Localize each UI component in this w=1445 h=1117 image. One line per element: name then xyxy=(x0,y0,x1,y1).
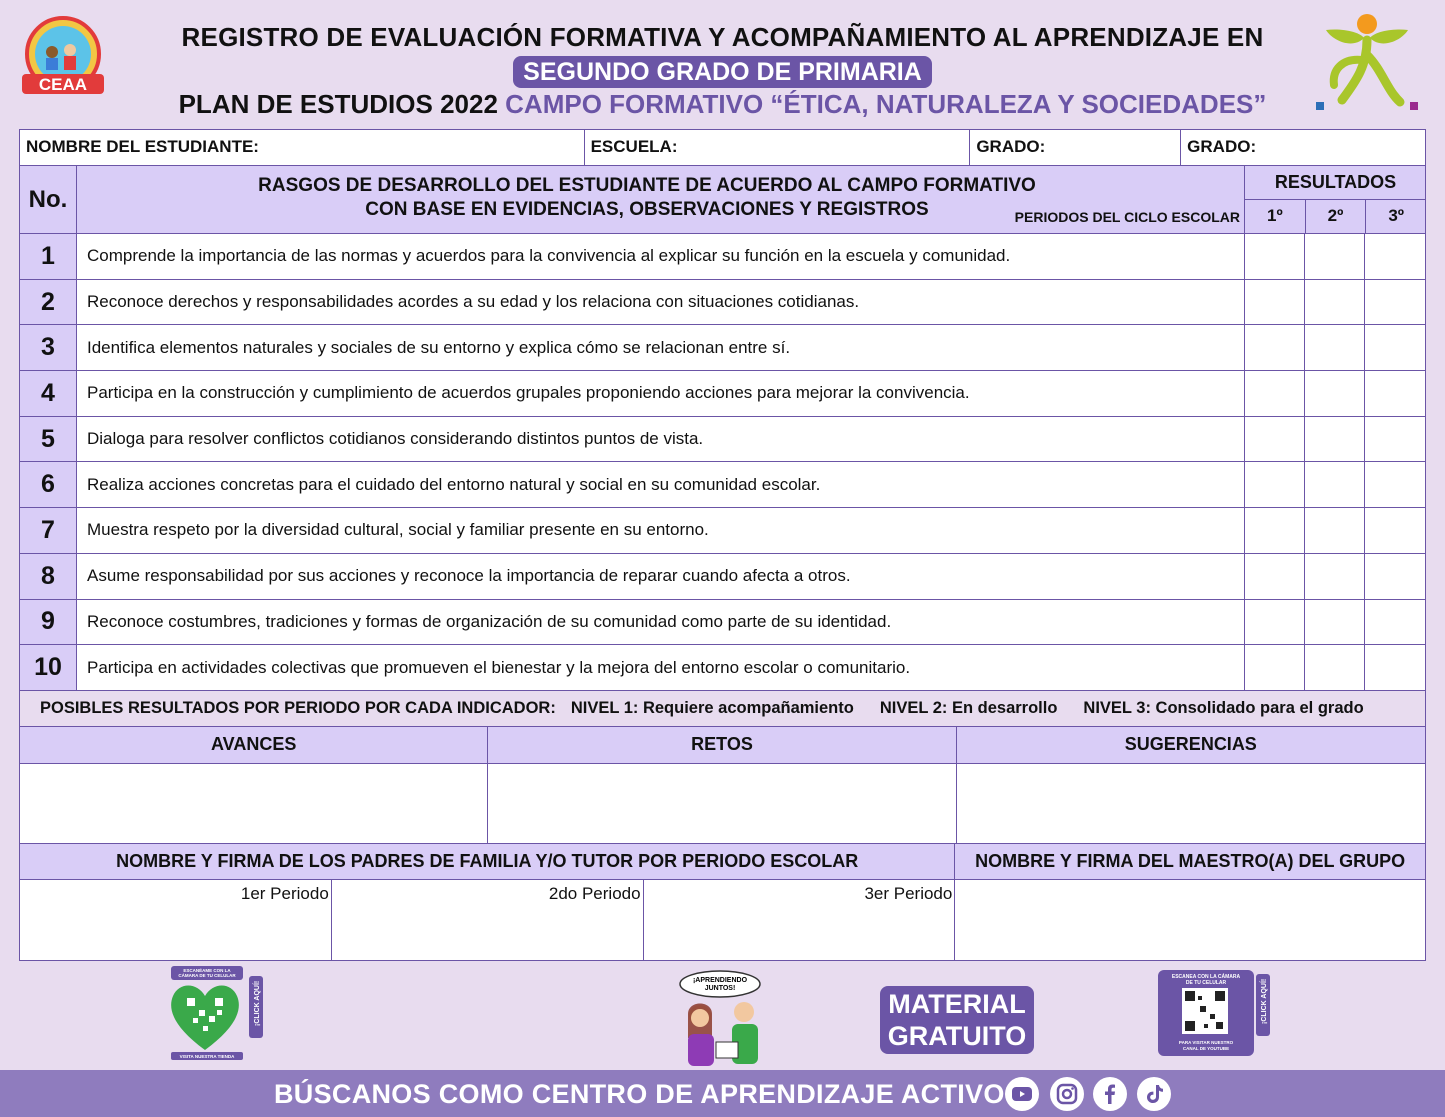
row-number: 8 xyxy=(20,554,77,599)
number-column-header: No. xyxy=(20,166,77,233)
table-row xyxy=(20,325,1425,371)
observations-header xyxy=(20,727,1425,764)
teacher-signature-field[interactable] xyxy=(955,880,1425,960)
result-cell-p1[interactable] xyxy=(1245,371,1305,416)
result-cell-p3[interactable] xyxy=(1365,645,1426,690)
facebook-icon[interactable] xyxy=(1093,1077,1127,1111)
rasgos-header-line-1: RASGOS DE DESARROLLO DEL ESTUDIANTE DE ACUERDO AL CAMPO FORMATIVO xyxy=(258,175,1036,196)
svg-text:CEAA: CEAA xyxy=(38,75,88,94)
row-number: 10 xyxy=(20,645,77,690)
signatures-header xyxy=(20,844,1425,880)
row-indicator: Muestra respeto por la diversidad cultural, social y familiar presente en su entorno. xyxy=(77,508,1245,553)
result-cell-p2[interactable] xyxy=(1305,508,1365,553)
result-cell-p3[interactable] xyxy=(1365,325,1426,370)
svg-text:ESCANEA CON LA CÁMARA: ESCANEA CON LA CÁMARA xyxy=(1171,974,1241,980)
row-indicator: Realiza acciones concretas para el cuidado del entorno natural y social en su comunidad escolar. xyxy=(77,462,1245,507)
rasgos-column-header xyxy=(77,166,1245,233)
result-cell-p3[interactable] xyxy=(1365,462,1426,507)
youtube-qr-card[interactable] xyxy=(1158,966,1268,1062)
rasgos-header-line-2: CON BASE EN EVIDENCIAS, OBSERVACIONES Y REGISTROS xyxy=(365,199,929,220)
table-row xyxy=(20,645,1425,691)
result-cell-p3[interactable] xyxy=(1365,417,1426,462)
row-number: 1 xyxy=(20,234,77,279)
row-number: 7 xyxy=(20,508,77,553)
svg-text:VISITA NUESTRA TIENDA: VISITA NUESTRA TIENDA xyxy=(179,1054,235,1059)
row-number: 5 xyxy=(20,417,77,462)
row-number: 4 xyxy=(20,371,77,416)
sugerencias-header: SUGERENCIAS xyxy=(1124,734,1257,754)
row-number: 3 xyxy=(20,325,77,370)
signature-period-2[interactable]: 2do Periodo xyxy=(332,880,644,960)
signature-period-1[interactable]: 1er Periodo xyxy=(20,880,332,960)
sugerencias-field[interactable] xyxy=(957,764,1425,843)
row-indicator: Reconoce costumbres, tradiciones y formas de organización de su comunidad como parte de su identidad. xyxy=(77,600,1245,645)
tiktok-icon[interactable] xyxy=(1137,1077,1171,1111)
resultados-title: RESULTADOS xyxy=(1245,166,1426,200)
table-row xyxy=(20,554,1425,600)
campo-label: CAMPO FORMATIVO “ÉTICA, NATURALEZA Y SOCIEDADES” xyxy=(505,89,1267,119)
table-row xyxy=(20,600,1425,646)
footer-text: BÚSCANOS COMO CENTRO DE APRENDIZAJE ACTIVO xyxy=(274,1079,1005,1109)
result-cell-p2[interactable] xyxy=(1305,280,1365,325)
retos-header: RETOS xyxy=(488,727,956,763)
student-name-field[interactable]: NOMBRE DEL ESTUDIANTE: xyxy=(20,130,585,165)
period-3-header: 3º xyxy=(1388,206,1405,225)
svg-text:ESCANÉAME CON LA: ESCANÉAME CON LA xyxy=(183,968,231,973)
result-cell-p2[interactable] xyxy=(1305,462,1365,507)
svg-text:CÁMARA DE TU CELULAR: CÁMARA DE TU CELULAR xyxy=(178,973,236,978)
svg-text:PARA VISITAR NUESTRO: PARA VISITAR NUESTRO xyxy=(1178,1040,1234,1045)
plan-label: PLAN DE ESTUDIOS 2022 xyxy=(178,89,498,119)
row-indicator: Reconoce derechos y responsabilidades acordes a su edad y los relaciona con situaciones cotidianas. xyxy=(77,280,1245,325)
row-indicator: Comprende la importancia de las normas y acuerdos para la convivencia al explicar su función en la escuela y comunidad. xyxy=(77,234,1245,279)
result-cell-p2[interactable] xyxy=(1305,234,1365,279)
level-3-label: NIVEL 3: Consolidado para el grado xyxy=(1083,699,1364,717)
store-qr-card[interactable] xyxy=(165,966,265,1062)
result-cell-p1[interactable] xyxy=(1245,645,1305,690)
kids-illustration xyxy=(672,968,776,1068)
signatures-body xyxy=(20,880,1425,960)
leaf-person-logo xyxy=(1312,10,1422,115)
avances-field[interactable] xyxy=(20,764,488,843)
header xyxy=(0,0,1445,122)
periodos-label: PERIODOS DEL CICLO ESCOLAR xyxy=(1014,209,1240,225)
levels-legend xyxy=(20,691,1425,727)
free-material-badge[interactable] xyxy=(880,986,1034,1054)
result-cell-p1[interactable] xyxy=(1245,462,1305,507)
observations-body xyxy=(20,764,1425,844)
result-cell-p3[interactable] xyxy=(1365,234,1426,279)
svg-text:¡CLICK AQUÍ!: ¡CLICK AQUÍ! xyxy=(254,980,261,1026)
svg-text:DE TU CELULAR: DE TU CELULAR xyxy=(1185,980,1227,986)
avances-header: AVANCES xyxy=(20,727,488,763)
indicator-rows xyxy=(20,234,1425,691)
student-info-row xyxy=(20,130,1425,166)
result-cell-p3[interactable] xyxy=(1365,508,1426,553)
result-cell-p1[interactable] xyxy=(1245,234,1305,279)
result-cell-p3[interactable] xyxy=(1365,554,1426,599)
result-cell-p2[interactable] xyxy=(1305,325,1365,370)
svg-text:¡APRENDIENDO: ¡APRENDIENDO xyxy=(692,977,748,984)
result-cell-p2[interactable] xyxy=(1305,417,1365,462)
result-cell-p3[interactable] xyxy=(1365,600,1426,645)
grade-field-2[interactable]: GRADO: xyxy=(1187,137,1257,156)
result-cell-p1[interactable] xyxy=(1245,417,1305,462)
row-indicator: Participa en la construcción y cumplimiento de acuerdos grupales proponiendo acciones para mejorar la convivencia. xyxy=(77,371,1245,416)
result-cell-p3[interactable] xyxy=(1365,280,1426,325)
row-number: 6 xyxy=(20,462,77,507)
period-1-header: 1º xyxy=(1245,200,1306,233)
teacher-signature-header: NOMBRE Y FIRMA DEL MAESTRO(A) DEL GRUPO xyxy=(975,851,1406,871)
svg-text:JUNTOS!: JUNTOS! xyxy=(704,985,736,992)
instagram-icon[interactable] xyxy=(1050,1077,1084,1111)
evaluation-sheet xyxy=(19,129,1426,961)
result-cell-p1[interactable] xyxy=(1245,280,1305,325)
table-row xyxy=(20,371,1425,417)
result-cell-p3[interactable] xyxy=(1365,371,1426,416)
table-row xyxy=(20,234,1425,280)
title-line-1: REGISTRO DE EVALUACIÓN FORMATIVA Y ACOMPAÑAMIENTO AL APRENDIZAJE EN xyxy=(181,22,1264,52)
youtube-icon[interactable] xyxy=(1005,1077,1039,1111)
result-cell-p1[interactable] xyxy=(1245,554,1305,599)
svg-text:¡CLICK AQUÍ!: ¡CLICK AQUÍ! xyxy=(1261,978,1268,1024)
footer-bar xyxy=(0,1070,1445,1117)
row-indicator: Dialoga para resolver conflictos cotidianos considerando distintos puntos de vista. xyxy=(77,417,1245,462)
signature-period-3[interactable]: 3er Periodo xyxy=(644,880,956,960)
school-field[interactable]: ESCUELA: xyxy=(585,130,971,165)
table-header xyxy=(20,166,1425,234)
table-row xyxy=(20,280,1425,326)
title-grade-badge: SEGUNDO GRADO DE PRIMARIA xyxy=(513,56,932,88)
row-indicator: Identifica elementos naturales y sociales de su entorno y explica cómo se relacionan entre sí. xyxy=(77,325,1245,370)
parents-signature-header: NOMBRE Y FIRMA DE LOS PADRES DE FAMILIA Y/O TUTOR POR PERIODO ESCOLAR xyxy=(20,844,955,879)
grade-field[interactable]: GRADO: xyxy=(970,130,1181,165)
resultados-header xyxy=(1245,166,1426,233)
material-line-2: GRATUITO xyxy=(887,1021,1027,1051)
table-row xyxy=(20,508,1425,554)
result-cell-p1[interactable] xyxy=(1245,325,1305,370)
result-cell-p2[interactable] xyxy=(1305,554,1365,599)
row-number: 2 xyxy=(20,280,77,325)
row-number: 9 xyxy=(20,600,77,645)
result-cell-p1[interactable] xyxy=(1245,508,1305,553)
table-row xyxy=(20,417,1425,463)
result-cell-p2[interactable] xyxy=(1305,600,1365,645)
row-indicator: Asume responsabilidad por sus acciones y reconoce la importancia de reparar cuando afecta a otros. xyxy=(77,554,1245,599)
retos-field[interactable] xyxy=(488,764,956,843)
svg-text:CANAL DE YOUTUBE: CANAL DE YOUTUBE xyxy=(1182,1046,1230,1051)
table-row xyxy=(20,462,1425,508)
result-cell-p2[interactable] xyxy=(1305,645,1365,690)
level-1-label: NIVEL 1: Requiere acompañamiento xyxy=(570,699,854,717)
period-2-header: 2º xyxy=(1306,200,1367,233)
material-line-1: MATERIAL xyxy=(888,989,1026,1019)
row-indicator: Participa en actividades colectivas que promueven el bienestar y la mejora del entorno escolar o comunitario. xyxy=(77,645,1245,690)
title-line-3 xyxy=(0,89,1445,120)
level-2-label: NIVEL 2: En desarrollo xyxy=(879,699,1058,717)
result-cell-p1[interactable] xyxy=(1245,600,1305,645)
result-cell-p2[interactable] xyxy=(1305,371,1365,416)
levels-label: POSIBLES RESULTADOS POR PERIODO POR CADA INDICADOR: xyxy=(40,699,556,717)
